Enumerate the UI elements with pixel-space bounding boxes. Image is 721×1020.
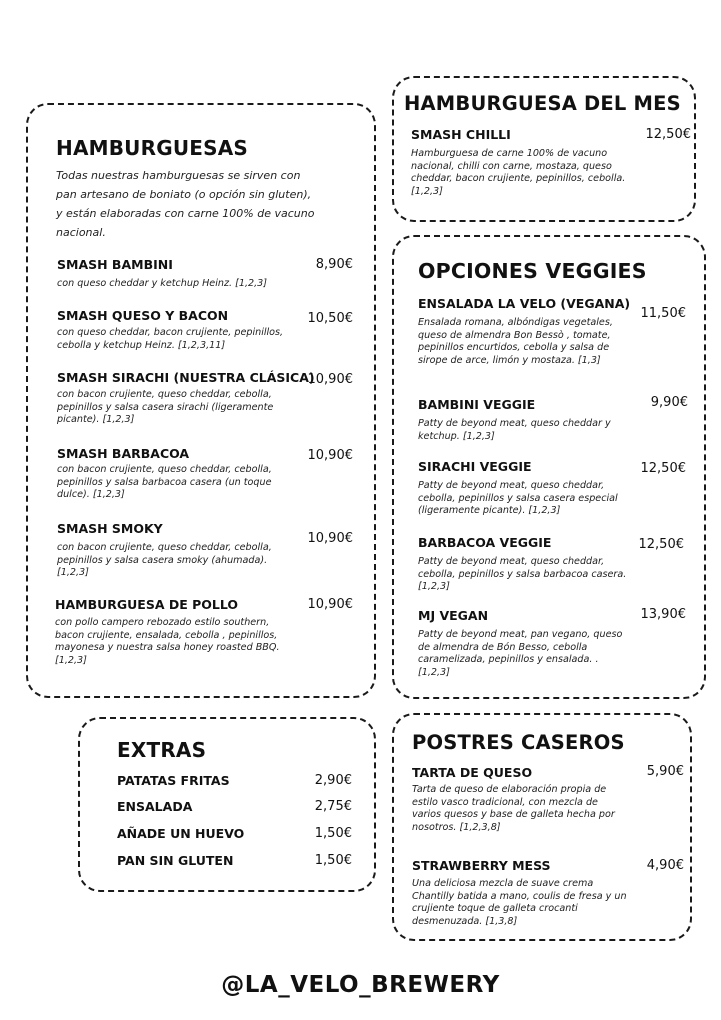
item-description: Patty de beyond meat, pan vegano, queso de almendra de Bón Besso, cebolla caramelizada, pepinillos y ensalada. .[1,2,3] xyxy=(418,629,623,678)
item-name: AÑADE UN HUEVO xyxy=(117,826,245,841)
item-price: 10,90€ xyxy=(307,531,353,546)
item-name: SMASH CHILLI xyxy=(411,127,511,142)
item-price: 10,50€ xyxy=(307,311,353,326)
menu-item xyxy=(418,459,686,521)
item-price: 1,50€ xyxy=(314,853,352,868)
menu-item xyxy=(117,773,352,791)
menu-item xyxy=(418,608,688,686)
menu-item xyxy=(117,826,352,844)
item-name: PAN SIN GLUTEN xyxy=(117,853,234,868)
hamburguesas-intro: Todas nuestras hamburguesas se sirven con pan artesano de boniato (o opción sin gluten), y están elaboradas con carne 100% de vacuno nacional. xyxy=(56,169,315,239)
item-description: Patty de beyond meat, queso cheddar, cebolla, pepinillos y salsa barbacoa casera. [1,2,3] xyxy=(418,556,627,592)
item-price: 4,90€ xyxy=(646,858,684,873)
item-price: 5,90€ xyxy=(646,764,684,779)
item-description: Patty de beyond meat, queso cheddar y ketchup. [1,2,3] xyxy=(418,418,611,442)
menu-item xyxy=(57,446,355,508)
item-price: 10,90€ xyxy=(307,597,353,612)
item-price: 13,90€ xyxy=(640,607,686,622)
item-name: ENSALADA xyxy=(117,799,193,814)
menu-item xyxy=(117,853,352,871)
item-description: con bacon crujiente, queso cheddar, cebolla, pepinillos y salsa casera sirachi (ligeramente picante). [1,2,3] xyxy=(57,389,274,425)
item-name: BARBACOA VEGGIE xyxy=(418,535,552,550)
menu-item xyxy=(418,296,686,386)
item-description: Ensalada romana, albóndigas vegetales, queso de almendra Bon Bessò , tomate, pepinillos encurtidos, cebolla y salsa de sirope de arce, limón y mostaza. [1,3] xyxy=(418,317,613,366)
veggies-title: OPCIONES VEGGIES xyxy=(418,259,647,283)
hamburguesas-title: HAMBURGUESAS xyxy=(56,136,249,160)
item-price: 2,75€ xyxy=(314,799,352,814)
item-price: 2,90€ xyxy=(314,773,352,788)
item-price: 12,50€ xyxy=(638,537,684,552)
menu-item xyxy=(412,858,684,934)
item-name: STRAWBERRY MESS xyxy=(412,858,551,873)
menu-item xyxy=(55,597,355,671)
menu-item xyxy=(57,308,355,358)
item-price: 11,50€ xyxy=(640,306,686,321)
item-description: Una deliciosa mezcla de suave crema Chantilly batida a mano, coulis de fresa y un crujiente toque de galleta crocanti desmenuzada. [1,3,8] xyxy=(412,878,627,927)
menu-item xyxy=(411,127,691,207)
item-name: BAMBINI VEGGIE xyxy=(418,397,536,412)
item-price: 9,90€ xyxy=(650,395,688,410)
item-price: 10,90€ xyxy=(307,448,353,463)
item-description: con queso cheddar y ketchup Heinz. [1,2,3] xyxy=(57,278,267,289)
item-name: SMASH BAMBINI xyxy=(57,257,173,272)
item-name: SIRACHI VEGGIE xyxy=(418,459,532,474)
menu-item xyxy=(117,799,352,817)
item-name: TARTA DE QUESO xyxy=(412,765,533,780)
item-price: 1,50€ xyxy=(314,826,352,841)
instagram-handle: @LA_VELO_BREWERY xyxy=(221,972,500,998)
item-price: 10,90€ xyxy=(307,372,353,387)
extras-title: EXTRAS xyxy=(117,738,207,762)
item-description: Tarta de queso de elaboración propia de estilo vasco tradicional, con mezcla de varios quesos y base de galleta hecha por nosotros. [1,2,3,8] xyxy=(412,784,615,833)
item-name: SMASH QUESO Y BACON xyxy=(57,308,229,323)
item-price: 8,90€ xyxy=(315,257,353,272)
item-description: con bacon crujiente, queso cheddar, cebolla, pepinillos y salsa barbacoa casera (un toque dulce). [1,2,3] xyxy=(57,464,272,500)
item-description: Hamburguesa de carne 100% de vacuno nacional, chilli con carne, mostaza, queso cheddar, bacon crujiente, pepinillos, cebolla. [1,2,3] xyxy=(411,148,626,197)
menu-item xyxy=(57,370,355,432)
postres-title: POSTRES CASEROS xyxy=(412,731,625,754)
item-name: SMASH BARBACOA xyxy=(57,446,190,461)
item-price: 12,50€ xyxy=(645,127,691,142)
item-description: con queso cheddar, bacon crujiente, pepinillos, cebolla y ketchup Heinz. [1,2,3,11] xyxy=(57,327,284,351)
item-name: HAMBURGUESA DE POLLO xyxy=(55,597,239,612)
menu-item xyxy=(412,765,684,851)
item-description: Patty de beyond meat, queso cheddar, cebolla, pepinillos y salsa casera especial (ligeramente picante). [1,2,3] xyxy=(418,480,618,516)
del-mes-title: HAMBURGUESA DEL MES xyxy=(404,92,681,115)
item-name: MJ VEGAN xyxy=(418,608,489,623)
item-name: SMASH SMOKY xyxy=(57,521,163,536)
item-name: ENSALADA LA VELO (VEGANA) xyxy=(418,296,631,311)
item-price: 12,50€ xyxy=(640,461,686,476)
item-description: con bacon crujiente, queso cheddar, cebolla, pepinillos y salsa casera smoky (ahumada). [1,2,3] xyxy=(57,542,272,578)
item-name: PATATAS FRITAS xyxy=(117,773,230,788)
menu-item xyxy=(57,521,355,583)
menu-item xyxy=(418,535,686,597)
menu-item xyxy=(418,397,688,443)
item-name: SMASH SIRACHI (NUESTRA CLÁSICA) xyxy=(57,370,315,385)
menu-item xyxy=(57,257,355,297)
item-description: con pollo campero rebozado estilo southern, bacon crujiente, ensalada, cebolla , pepinillos, mayonesa y nuestra salsa honey roasted BBQ. [1,2,3] xyxy=(55,617,280,666)
